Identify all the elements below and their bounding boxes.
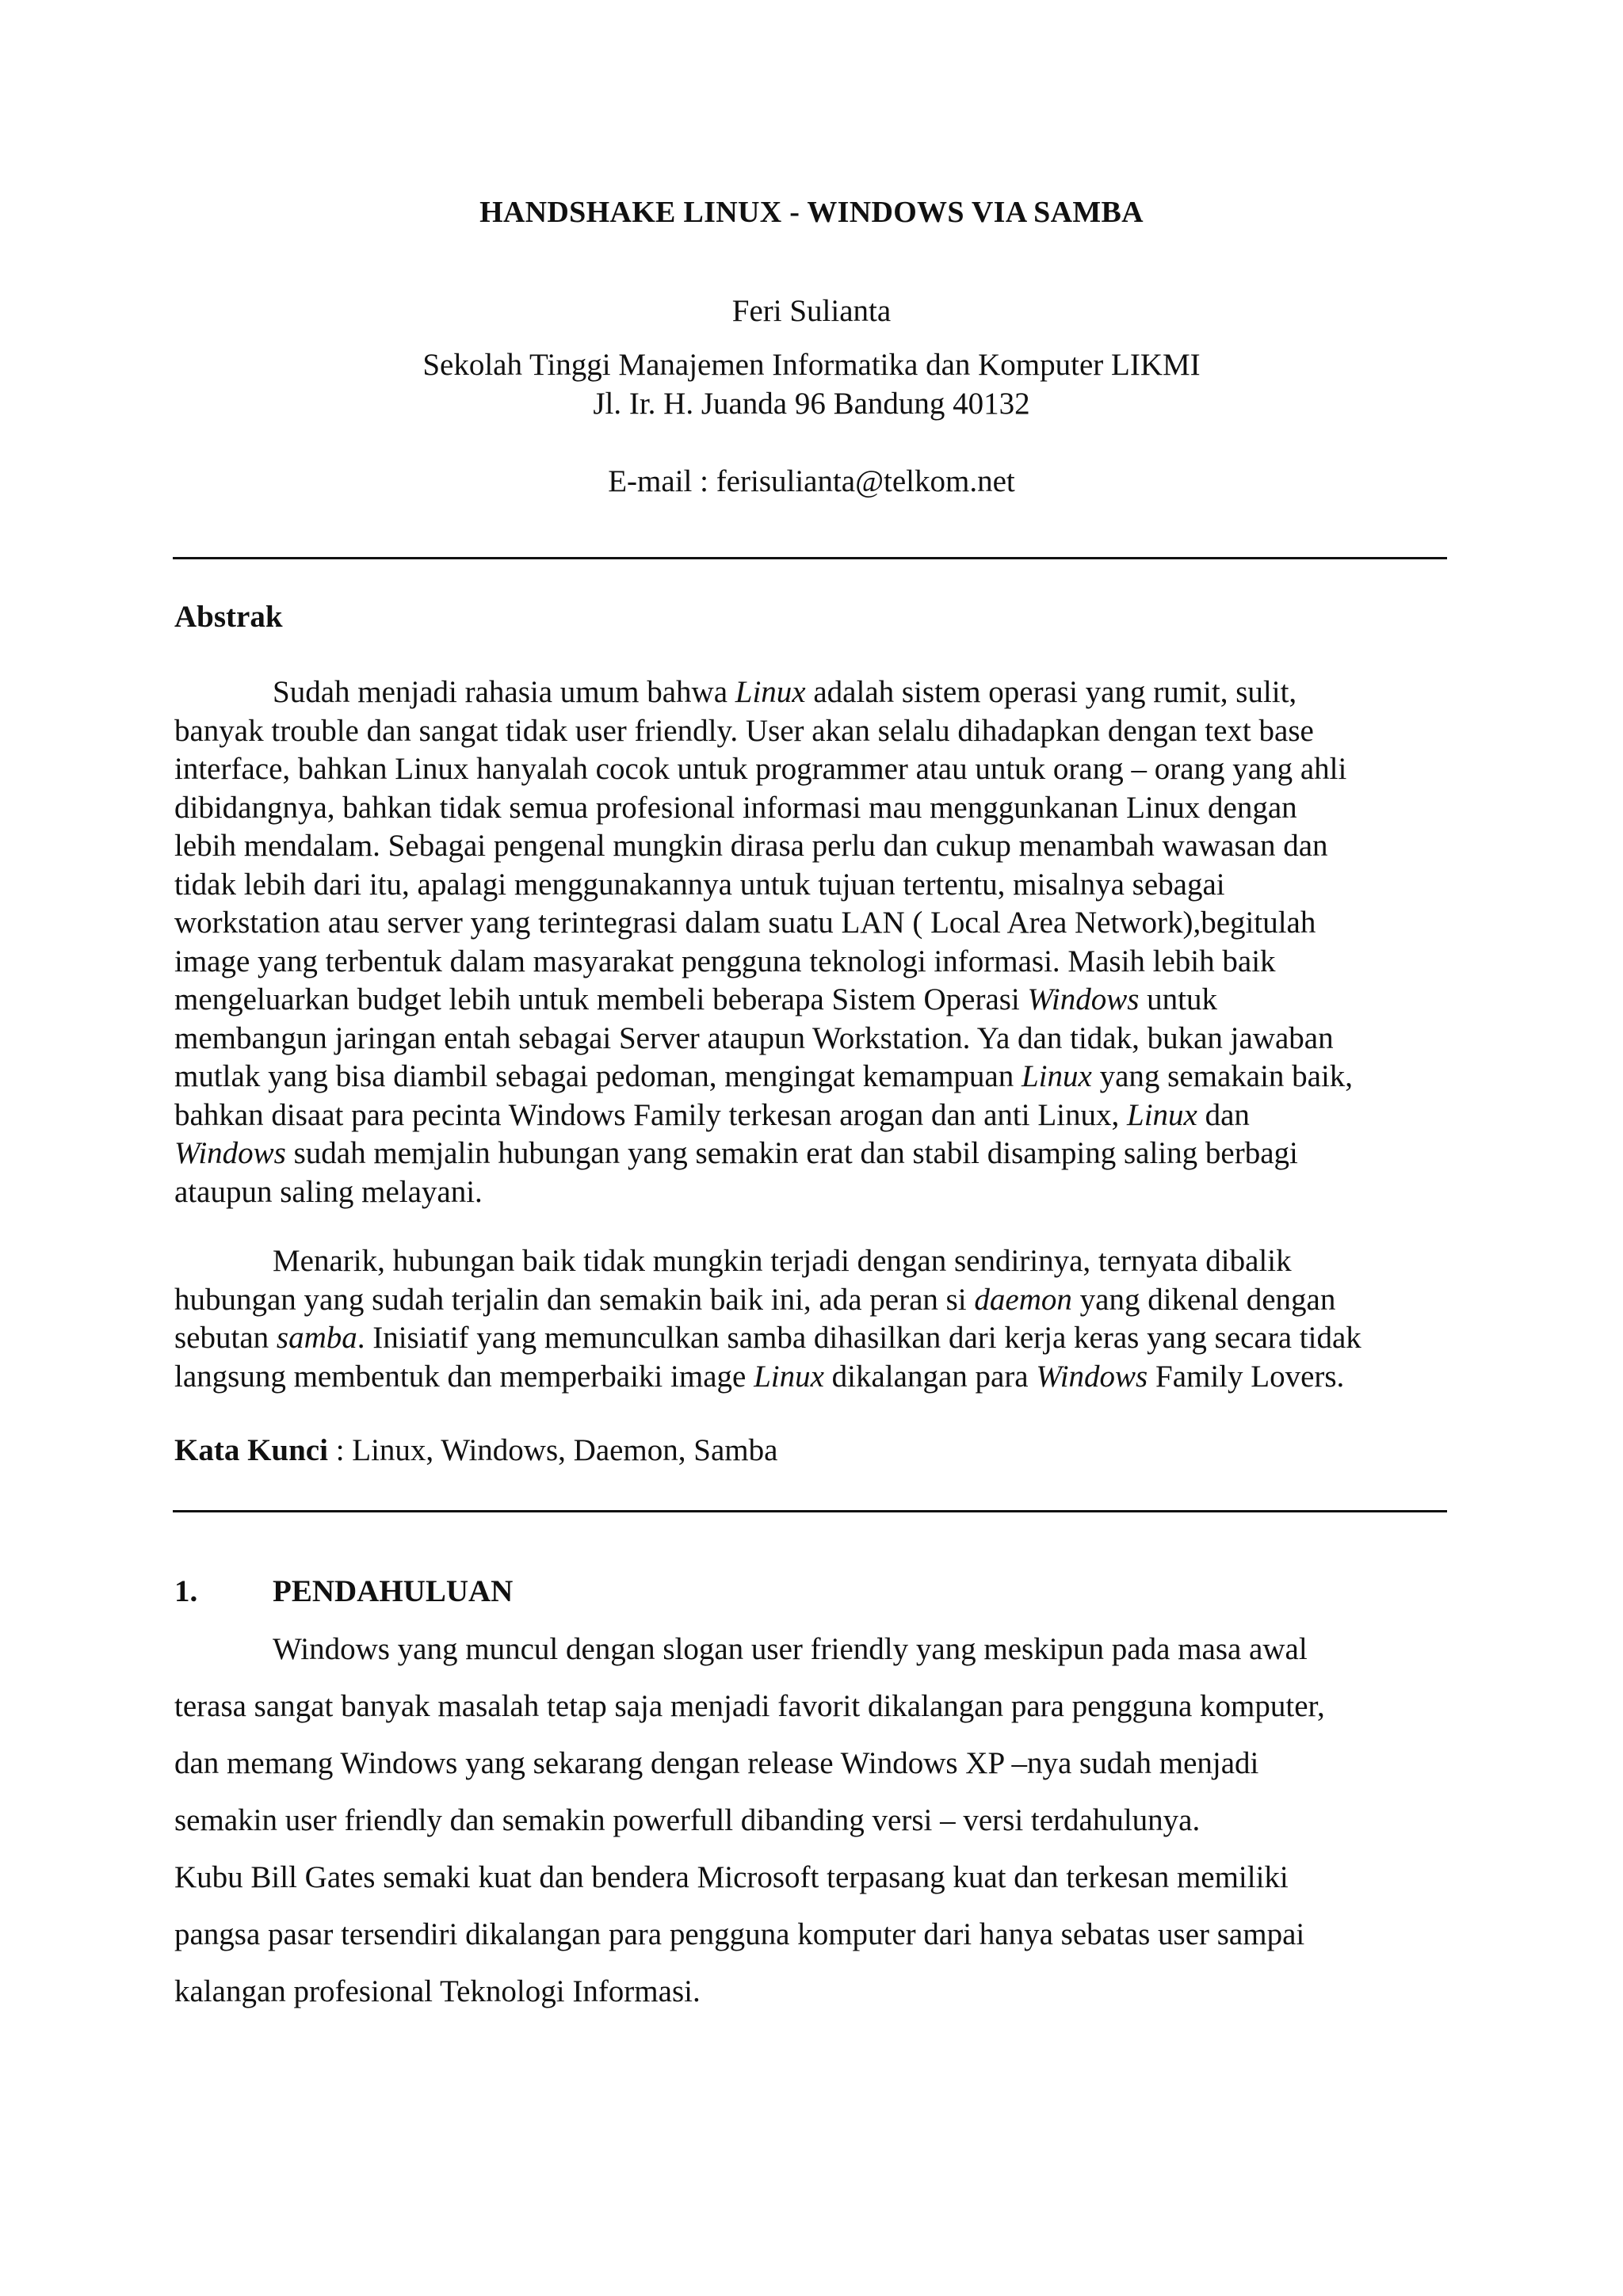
text-line: lebih mendalam. Sebagai pengenal mungkin dirasa perlu dan cukup menambah wawasan dan <box>174 829 1328 863</box>
section-number: 1. <box>174 1574 198 1608</box>
text-line: Kubu Bill Gates semaki kuat dan bendera Microsoft terpasang kuat dan terkesan memiliki <box>174 1860 1289 1894</box>
text-line: bahkan disaat para pecinta Windows Family terkesan arogan dan anti Linux, Linux dan <box>174 1097 1250 1132</box>
text-line: dan memang Windows yang sekarang dengan release Windows XP –nya sudah menjadi <box>174 1746 1259 1780</box>
text-line: pangsa pasar tersendiri dikalangan para pengguna komputer dari hanya sebatas user sampai <box>174 1917 1305 1951</box>
text-line: ataupun saling melayani. <box>174 1174 483 1209</box>
text-line: tidak lebih dari itu, apalagi menggunakannya untuk tujuan tertentu, misalnya sebagai <box>174 867 1225 902</box>
abstract-paragraph-1 <box>174 673 1353 1211</box>
text-line: kalangan profesional Teknologi Informasi. <box>174 1974 701 2008</box>
text-line: mutlak yang bisa diambil sebagai pedoman, mengingat kemampuan Linux yang semakain baik, <box>174 1059 1354 1093</box>
text-line: Menarik, hubungan baik tidak mungkin terjadi dengan sendirinya, ternyata dibalik <box>273 1244 1292 1278</box>
text-line: mengeluarkan budget lebih untuk membeli beberapa Sistem Operasi Windows untuk <box>174 982 1217 1016</box>
keywords-line <box>174 1432 777 1468</box>
keywords-label: Kata Kunci <box>174 1433 328 1467</box>
text-line: semakin user friendly dan semakin powerfull dibanding versi – versi terdahulunya. <box>174 1803 1201 1837</box>
author-name: Feri Sulianta <box>731 294 892 328</box>
abstract-heading: Abstrak <box>174 600 283 634</box>
text-line: interface, bahkan Linux hanyalah cocok untuk programmer atau untuk orang – orang yang ahli <box>174 752 1347 786</box>
text-line: terasa sangat banyak masalah tetap saja menjadi favorit dikalangan para pengguna komputer, <box>174 1689 1325 1723</box>
text-line: sebutan samba. Inisiatif yang memunculkan samba dihasilkan dari kerja keras yang secara tidak <box>174 1321 1361 1355</box>
text-line: banyak trouble dan sangat tidak user friendly. User akan selalu dihadapkan dengan text base <box>174 713 1314 748</box>
text-line: image yang terbentuk dalam masyarakat pengguna teknologi informasi. Masih lebih baik <box>174 944 1276 978</box>
header-divider <box>173 557 1447 559</box>
abstract-paragraph-2 <box>174 1242 1361 1396</box>
section-title: PENDAHULUAN <box>273 1574 514 1608</box>
text-line: langsung membentuk dan memperbaiki image Linux dikalangan para Windows Family Lovers. <box>174 1359 1345 1394</box>
text-line: Windows yang muncul dengan slogan user friendly yang meskipun pada masa awal <box>273 1632 1308 1666</box>
author-affiliation: Sekolah Tinggi Manajemen Informatika dan Komputer LIKMI <box>422 348 1201 382</box>
text-line: workstation atau server yang terintegrasi dalam suatu LAN ( Local Area Network),begitulah <box>174 906 1316 940</box>
text-line: membangun jaringan entah sebagai Server ataupun Workstation. Ya dan tidak, bukan jawaban <box>174 1020 1334 1055</box>
author-address: Jl. Ir. H. Juanda 96 Bandung 40132 <box>593 387 1030 421</box>
author-email: E-mail : ferisulianta@telkom.net <box>608 464 1015 498</box>
paper-title: HANDSHAKE LINUX - WINDOWS VIA SAMBA <box>479 196 1144 229</box>
abstract-divider <box>173 1510 1447 1512</box>
text-line: Windows sudah memjalin hubungan yang semakin erat dan stabil disamping saling berbagi <box>174 1136 1298 1170</box>
text-line: Sudah menjadi rahasia umum bahwa Linux adalah sistem operasi yang rumit, sulit, <box>273 675 1297 709</box>
text-line: dibidangnya, bahkan tidak semua profesional informasi mau menggunkanan Linux dengan <box>174 790 1297 825</box>
section-body <box>174 1621 1325 2020</box>
keywords-value: : Linux, Windows, Daemon, Samba <box>327 1433 778 1467</box>
text-line: hubungan yang sudah terjalin dan semakin baik ini, ada peran si daemon yang dikenal dengan <box>174 1282 1336 1317</box>
